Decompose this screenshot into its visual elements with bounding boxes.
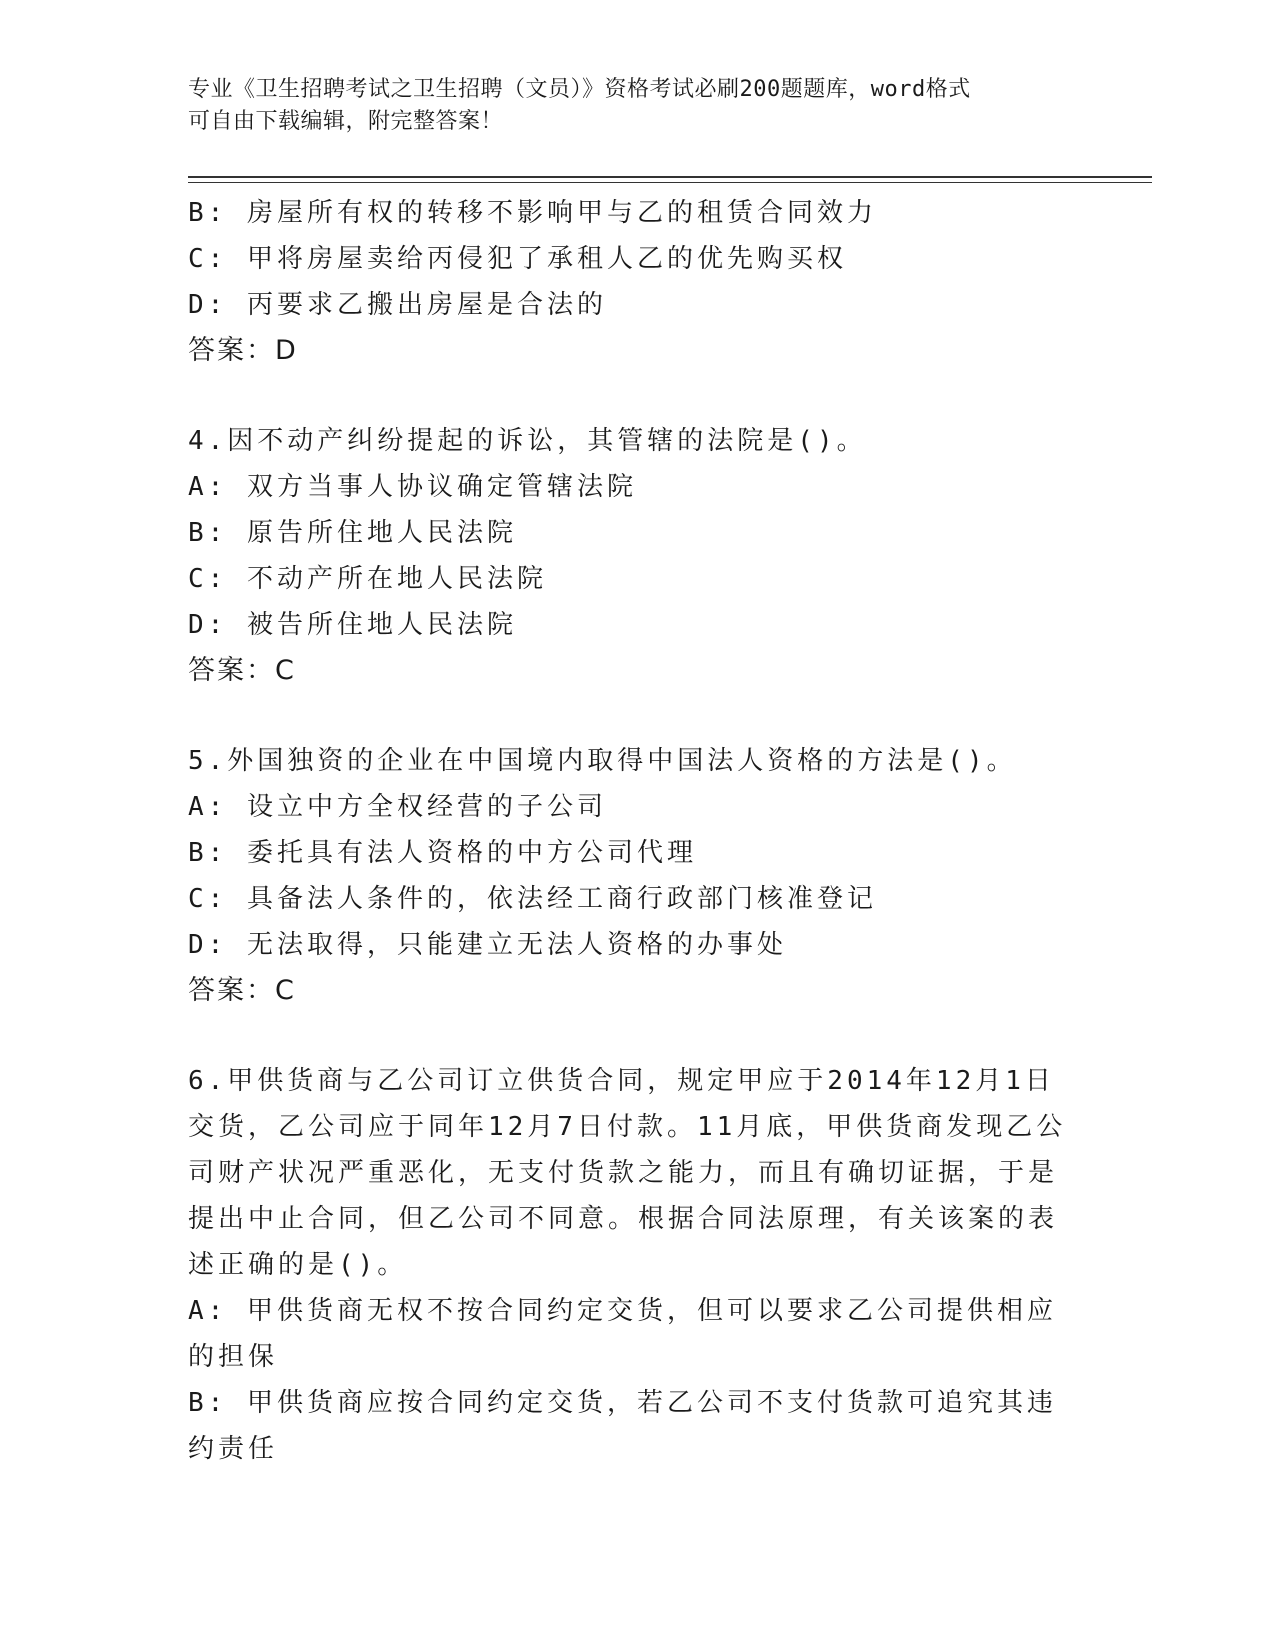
option-b: B: 委托具有法人资格的中方公司代理	[188, 838, 697, 868]
header-line-2: 可自由下载编辑，附完整答案！	[188, 109, 504, 134]
spacer	[188, 374, 1078, 418]
option-d: D: 无法取得，只能建立无法人资格的办事处	[188, 930, 787, 960]
option-d: D: 丙要求乙搬出房屋是合法的	[188, 290, 607, 320]
spacer	[188, 694, 1078, 738]
option-a: A: 甲供货商无权不按合同约定交货，但可以要求乙公司提供相应的担保	[188, 1296, 1057, 1372]
question-block-3	[188, 190, 1078, 374]
spacer	[188, 1014, 1078, 1058]
answer-text: 答案：C	[188, 975, 296, 1006]
option-c: C: 不动产所在地人民法院	[188, 564, 547, 594]
option-b: B: 原告所住地人民法院	[188, 518, 517, 548]
option-c: C: 具备法人条件的，依法经工商行政部门核准登记	[188, 884, 877, 914]
option-b: B: 房屋所有权的转移不影响甲与乙的租赁合同效力	[188, 198, 877, 228]
question-text: 5.外国独资的企业在中国境内取得中国法人资格的方法是()。	[188, 746, 1017, 776]
question-block-5	[188, 738, 1078, 1014]
option-c: C: 甲将房屋卖给丙侵犯了承租人乙的优先购买权	[188, 244, 847, 274]
answer-text: 答案：C	[188, 655, 296, 686]
header-rule-thin	[188, 182, 1152, 183]
answer-text: 答案：D	[188, 335, 298, 366]
header-rule-thick	[188, 176, 1152, 178]
page-header	[188, 74, 1068, 138]
header-line-1: 专业《卫生招聘考试之卫生招聘（文员）》资格考试必刷200题题库，word格式	[188, 77, 971, 102]
option-a: A: 双方当事人协议确定管辖法院	[188, 472, 637, 502]
question-block-4	[188, 418, 1078, 694]
option-a: A: 设立中方全权经营的子公司	[188, 792, 607, 822]
question-text: 4.因不动产纠纷提起的诉讼，其管辖的法院是()。	[188, 426, 867, 456]
option-d: D: 被告所住地人民法院	[188, 610, 517, 640]
option-b: B: 甲供货商应按合同约定交货，若乙公司不支付货款可追究其违约责任	[188, 1388, 1057, 1464]
question-content	[188, 190, 1078, 1472]
question-block-6	[188, 1058, 1078, 1472]
question-text: 6.甲供货商与乙公司订立供货合同，规定甲应于2014年12月1日交货，乙公司应于同年12月7日付款。11月底，甲供货商发现乙公司财产状况严重恶化，无支付货款之能力，而且有确切证据，于是提出中止合同，但乙公司不同意。根据合同法原理，有关该案的表述正确的是()。	[188, 1066, 1067, 1280]
